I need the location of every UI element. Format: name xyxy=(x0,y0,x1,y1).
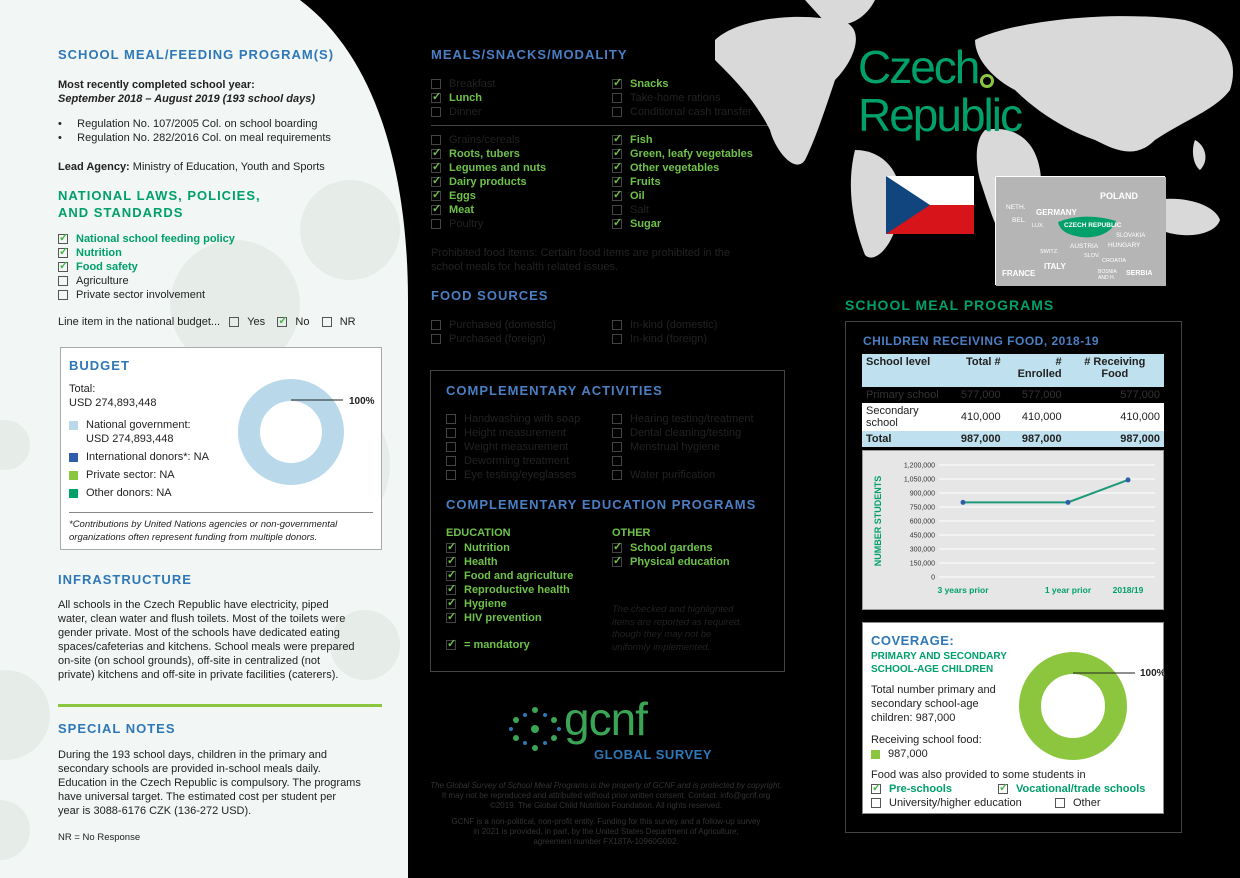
budget-donut xyxy=(221,378,381,488)
title-dot-icon xyxy=(980,74,994,88)
meals-title: MEALS/SNACKS/MODALITY xyxy=(431,47,628,62)
budget-line: Line item in the national budget... Yes ✓ No NR xyxy=(58,315,356,329)
checkbox-icon xyxy=(58,248,68,258)
school-year-value: September 2018 – August 2019 (193 school days) xyxy=(58,93,315,105)
data-point xyxy=(1066,500,1071,505)
funding-fine-print: GCNF is a non-political, non-profit entity. Funding for this survey and a follow-up survey in 2021 is provided, in part, by the United States Department of Agriculture; agreement number FX18TA-10960G002. xyxy=(451,817,761,846)
laws-title-1: NATIONAL LAWS, POLICIES, xyxy=(58,188,261,203)
checkbox-icon xyxy=(58,234,68,244)
regulation-1: • Regulation No. 107/2005 Col. on school boarding xyxy=(58,118,318,130)
comp-title: COMPLEMENTARY ACTIVITIES xyxy=(446,383,663,398)
y-tick-label: 0 xyxy=(931,574,935,582)
mandatory-key: ✓= mandatory xyxy=(446,638,530,652)
checkbox-icon xyxy=(229,317,239,327)
other-list: ✓School gardens ✓Physical education xyxy=(612,541,730,569)
gcnf-logo-text: gcnf xyxy=(564,693,647,745)
x-tick-label: 1 year prior xyxy=(1044,585,1092,595)
comp-left: Handwashing with soap Height measurement Weight measurement Deworming treatment Eye testing/eyeglasses xyxy=(446,412,580,482)
checked-note: The checked and highlighted items are reported as required, though they may not be uniformly implemented. xyxy=(612,604,742,653)
left-panel xyxy=(0,0,408,878)
legend-value: USD 274,893,448 xyxy=(86,433,174,445)
country-title-1: Czech xyxy=(858,41,979,93)
also-item: Other xyxy=(1055,796,1101,810)
law-item: ✓Food safety xyxy=(58,260,235,274)
legend-item: National government: xyxy=(69,418,191,432)
children-title: CHILDREN RECEIVING FOOD, 2018-19 xyxy=(863,334,1100,348)
series-line xyxy=(963,480,1128,502)
coverage-receiving: Receiving school food: xyxy=(871,734,982,746)
notes-title: SPECIAL NOTES xyxy=(58,721,176,736)
foods-left-list: Grains/cereals ✓Roots, tubers ✓Legumes and nuts ✓Dairy products ✓Eggs ✓Meat Poultry xyxy=(431,133,546,231)
coverage-sub-1: PRIMARY AND SECONDARY xyxy=(871,651,1007,662)
coverage-pct: 100% xyxy=(1140,668,1166,679)
y-tick-label: 750,000 xyxy=(909,504,935,512)
also-item: ✓Pre-schools xyxy=(871,782,952,796)
food-sources-title: FOOD SOURCES xyxy=(431,288,549,303)
col-header: # Enrolled xyxy=(1005,354,1066,387)
x-tick-label: 2018/19 xyxy=(1112,585,1144,595)
also-item: University/higher education xyxy=(871,796,1022,810)
law-item: Agriculture xyxy=(58,274,235,288)
edu-title: COMPLEMENTARY EDUCATION PROGRAMS xyxy=(446,497,757,512)
green-divider xyxy=(58,704,382,707)
nr-note: NR = No Response xyxy=(58,832,141,843)
other-label: OTHER xyxy=(612,527,651,539)
law-item: Private sector involvement xyxy=(58,288,235,302)
checkbox-icon xyxy=(58,290,68,300)
legend-item: International donors*: NA xyxy=(69,450,209,464)
school-year-label: Most recently completed school year: xyxy=(58,79,255,91)
regulation-2: • Regulation No. 282/2016 Col. on meal requirements xyxy=(58,132,331,144)
data-point xyxy=(1126,477,1131,482)
regional-map: POLAND GERMANY NETH. BEL. LUX. CZECH REPUBLIC SLOVAKIA AUSTRIA HUNGARY SWITZ. SLOV. CROATIA ITALY FRANCE BOSNIA AND H. SERBIA xyxy=(995,176,1165,285)
country-title-2: Republic xyxy=(858,89,1021,141)
meals-left-list: Breakfast ✓Lunch Dinner xyxy=(431,77,495,119)
budget-total-value: USD 274,893,448 xyxy=(69,397,157,409)
edu-list: ✓Nutrition ✓Health ✓Food and agriculture ✓Reproductive health ✓Hygiene ✓HIV prevention xyxy=(446,541,573,625)
y-tick-label: 900,000 xyxy=(909,490,935,498)
law-item: ✓Nutrition xyxy=(58,246,235,260)
checkbox-icon xyxy=(58,276,68,286)
coverage-total-2: secondary school-age xyxy=(871,698,979,710)
col-header: Total # xyxy=(957,354,1005,387)
meals-right-list: ✓Snacks Take-home rations Conditional cash transfer xyxy=(612,77,752,119)
budget-title: BUDGET xyxy=(69,358,130,373)
copyright-fine-print: The Global Survey of School Meal Programs is the property of GCNF and is protected by copyright. It may not be reproduced and attributed without prior written consent. Contact: info@gcnf.org ©2019. The Global Child Nutrition Foundation. All rights reserved. xyxy=(430,781,782,810)
y-tick-label: 150,000 xyxy=(909,560,935,568)
foods-right-list: ✓Fish ✓Green, leafy vegetables ✓Other vegetables ✓Fruits ✓Oil Salt ✓Sugar xyxy=(612,133,753,231)
coverage-total-1: Total number primary and xyxy=(871,684,996,696)
y-tick-label: 1,200,000 xyxy=(903,462,935,470)
lead-agency: Lead Agency: Ministry of Education, Youth and Sports xyxy=(58,161,325,173)
coverage-donut xyxy=(1011,651,1166,765)
prohibited-text: Prohibited food items: Certain food items are prohibited in the school meals for health related issues. xyxy=(431,247,730,273)
table-row: Primary school 577,000 577,000 577,000 xyxy=(862,387,1164,403)
budget-footnote-2: organizations often represent funding from multiple donors. xyxy=(69,532,318,543)
budget-total-label: Total: xyxy=(69,383,96,395)
programs-title: SCHOOL MEAL PROGRAMS xyxy=(845,297,1055,313)
y-tick-label: 1,050,000 xyxy=(903,476,935,484)
gcnf-logo-sub: GLOBAL SURVEY xyxy=(594,747,712,762)
sources-right: In-kind (domestic) In-kind (foreign) xyxy=(612,318,717,346)
coverage-box xyxy=(862,622,1164,814)
donut-slice xyxy=(249,390,333,474)
y-axis-label: NUMBER STUDENTS xyxy=(873,475,883,567)
col-header: # Receiving Food xyxy=(1066,354,1164,387)
checkbox-icon xyxy=(322,317,332,327)
infra-text: All schools in the Czech Republic have electricity, piped water, clean water and flush toilets. Most of the toilets were gender private. Most of the schools have dedicated eating spaces/cafeterias and kitchens. School meals were prepared on-site (on school grounds), off-site in centralized (not private) kitchens and off-site in private facilities (caterers). xyxy=(58,599,355,681)
students-chart xyxy=(862,450,1164,610)
checkbox-icon xyxy=(277,317,287,327)
school-meal-title: SCHOOL MEAL/FEEDING PROGRAM(S) xyxy=(58,47,335,62)
budget-pct: 100% xyxy=(349,396,375,407)
coverage-total-3: children: 987,000 xyxy=(871,712,956,724)
col-header: School level xyxy=(862,354,957,387)
y-tick-label: 300,000 xyxy=(909,546,935,554)
laws-list xyxy=(58,232,235,302)
coverage-sub-2: SCHOOL-AGE CHILDREN xyxy=(871,664,994,675)
table-row: Secondary school 410,000 410,000 410,000 xyxy=(862,403,1164,431)
data-point xyxy=(961,500,966,505)
checkbox-icon xyxy=(58,262,68,272)
also-label: Food was also provided to some students in xyxy=(871,769,1086,781)
y-tick-label: 450,000 xyxy=(909,532,935,540)
also-item: ✓ Vocational/trade schools xyxy=(998,782,1145,796)
sources-left: Purchased (domestic) Purchased (foreign) xyxy=(431,318,556,346)
table-row: Total 987,000 987,000 987,000 xyxy=(862,431,1164,447)
budget-footnote-1: *Contributions by United Nations agencies or non-governmental xyxy=(69,519,338,530)
gcnf-logo-icon xyxy=(508,704,562,754)
children-table xyxy=(862,354,1164,447)
notes-text: During the 193 school days, children in the primary and secondary schools are provided in-school meals daily. Education in the Czech Republic is compulsory. The programs have universal target. The estimated cost per student per year is 3088-6176 CZK (136-272 USD). xyxy=(58,749,361,817)
legend-item: Private sector: NA xyxy=(69,468,175,482)
donut-slice xyxy=(1030,663,1116,749)
coverage-title: COVERAGE: xyxy=(871,633,955,648)
laws-title-2: AND STANDARDS xyxy=(58,205,184,220)
law-item: ✓National school feeding policy xyxy=(58,232,235,246)
y-tick-label: 600,000 xyxy=(909,518,935,526)
comp-right: Hearing testing/treatment Dental cleaning/testing Menstrual hygiene Water purification xyxy=(612,412,754,482)
edu-label: EDUCATION xyxy=(446,527,511,539)
legend-item: Other donors: NA xyxy=(69,486,172,500)
line-chart-svg xyxy=(863,451,1165,611)
x-tick-label: 3 years prior xyxy=(937,585,989,595)
coverage-receiving-value: 987,000 xyxy=(871,747,928,761)
budget-box xyxy=(60,347,382,550)
infra-title: INFRASTRUCTURE xyxy=(58,572,192,587)
czech-flag-icon xyxy=(886,176,974,234)
